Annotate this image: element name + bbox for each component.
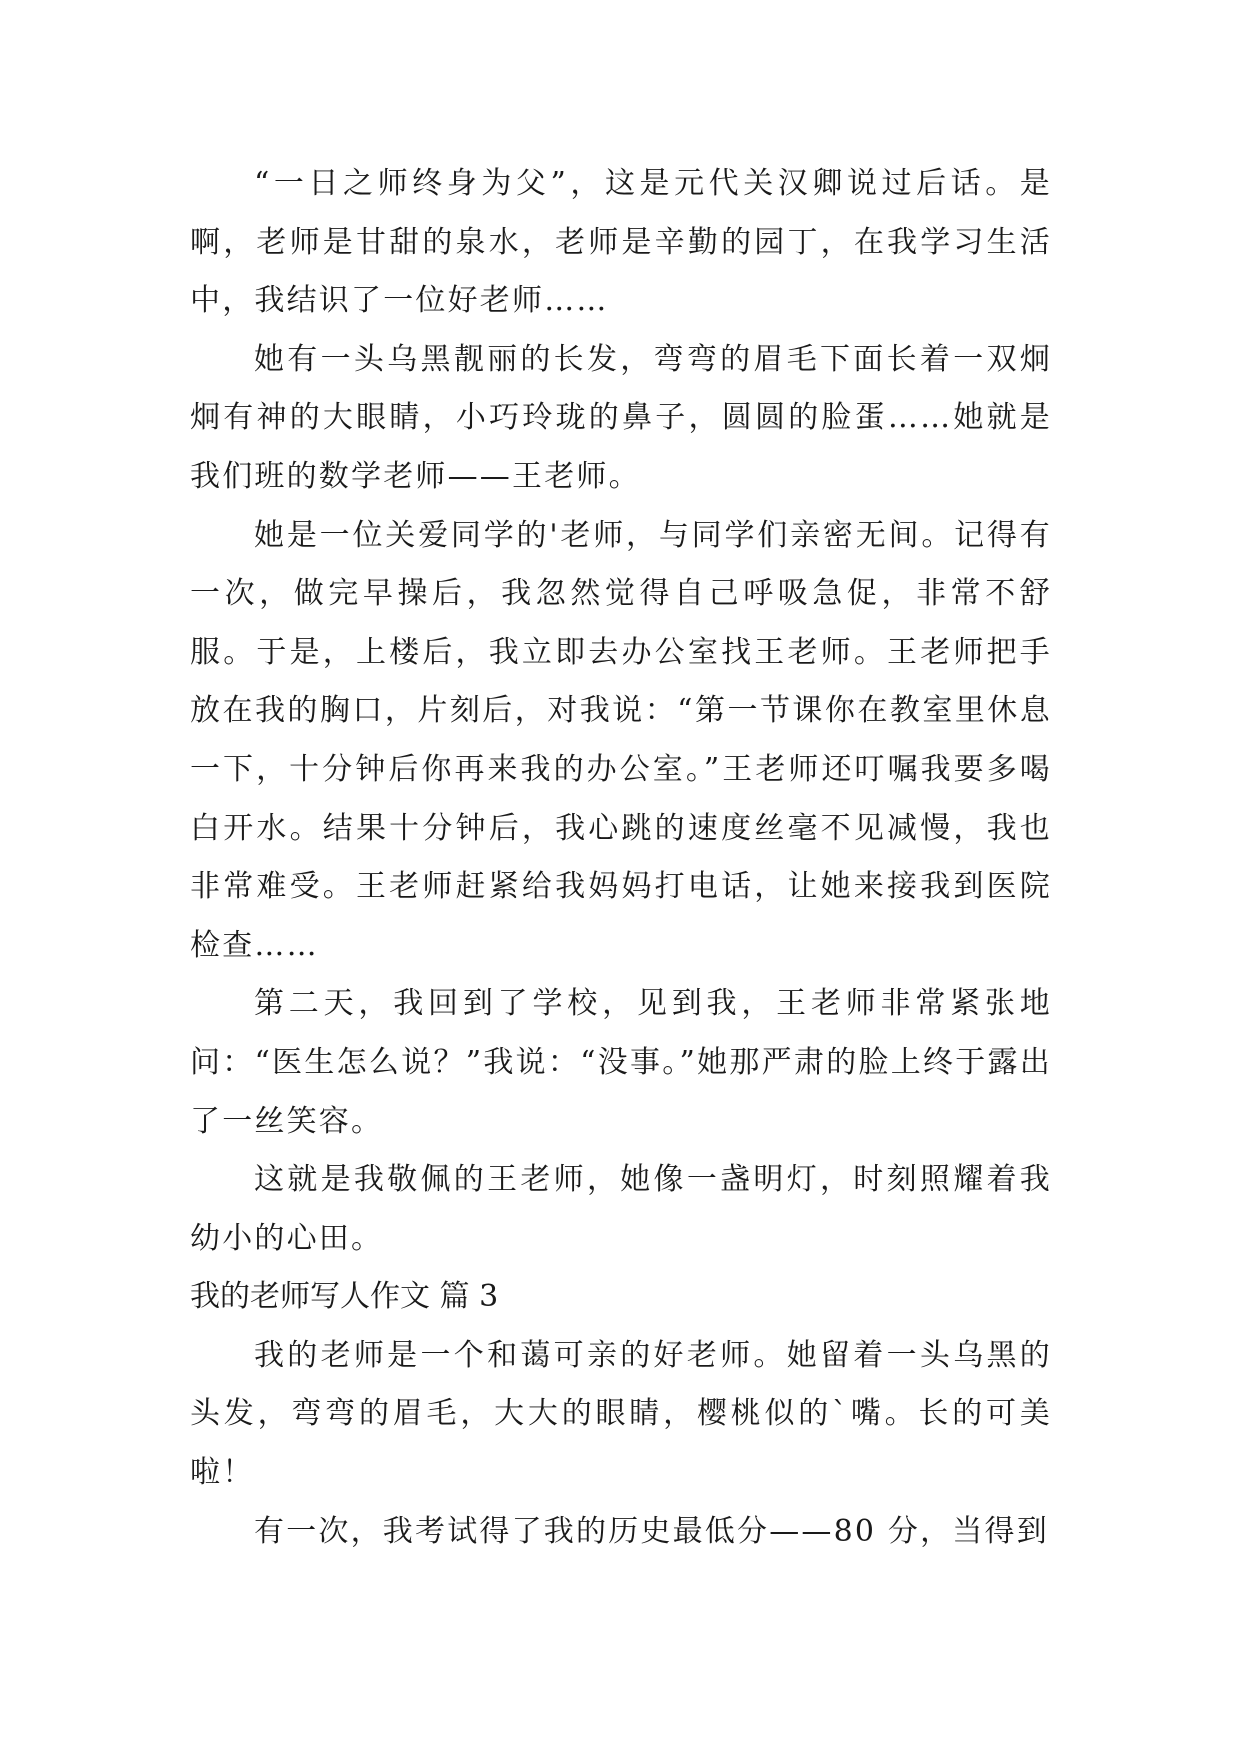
paragraph-7: 有一次，我考试得了我的历史最低分——80 分，当得到 xyxy=(254,1513,1049,1549)
paragraph-2: 她有一头乌黑靓丽的长发，弯弯的眉毛下面长着一双炯炯有神的大眼睛，小巧玲珑的鼻子，圆圆的脸蛋……她就是我们班的数学老师——王老师。 xyxy=(190,341,1052,494)
paragraph-4: 第二天，我回到了学校，见到我，王老师非常紧张地问：“医生怎么说？”我说：“没事。”她那严肃的脸上终于露出了一丝笑容。 xyxy=(190,986,1052,1139)
paragraph-5: 这就是我敬佩的王老师，她像一盏明灯，时刻照耀着我幼小的心田。 xyxy=(190,1162,1052,1256)
paragraph-6: 我的老师是一个和蔼可亲的好老师。她留着一头乌黑的头发，弯弯的眉毛，大大的眼睛，樱桃似的`嘴。长的可美啦！ xyxy=(190,1337,1052,1491)
paragraph-1: “一日之师终身为父”，这是元代关汉卿说过后话。是啊，老师是甘甜的泉水，老师是辛勤的园丁，在我学习生活中，我结识了一位好老师…… xyxy=(190,166,1052,319)
paragraph-3: 她是一位关爱同学的'老师，与同学们亲密无间。记得有一次，做完早操后，我忽然觉得自己呼吸急促，非常不舒服。于是，上楼后，我立即去办公室找王老师。王老师把手放在我的胸口，片刻后，对我说：“第一节课你在教室里休息一下，十分钟后你再来我的办公室。”王老师还叮嘱我要多喝白开水。结果十分钟后，我心跳的速度丝毫不见减慢，我也非常难受。王老师赶紧给我妈妈打电话，让她来接我到医院检查…… xyxy=(190,517,1052,963)
article-body xyxy=(190,155,1052,1561)
section-heading: 我的老师写人作文 篇 3 xyxy=(190,1279,499,1315)
